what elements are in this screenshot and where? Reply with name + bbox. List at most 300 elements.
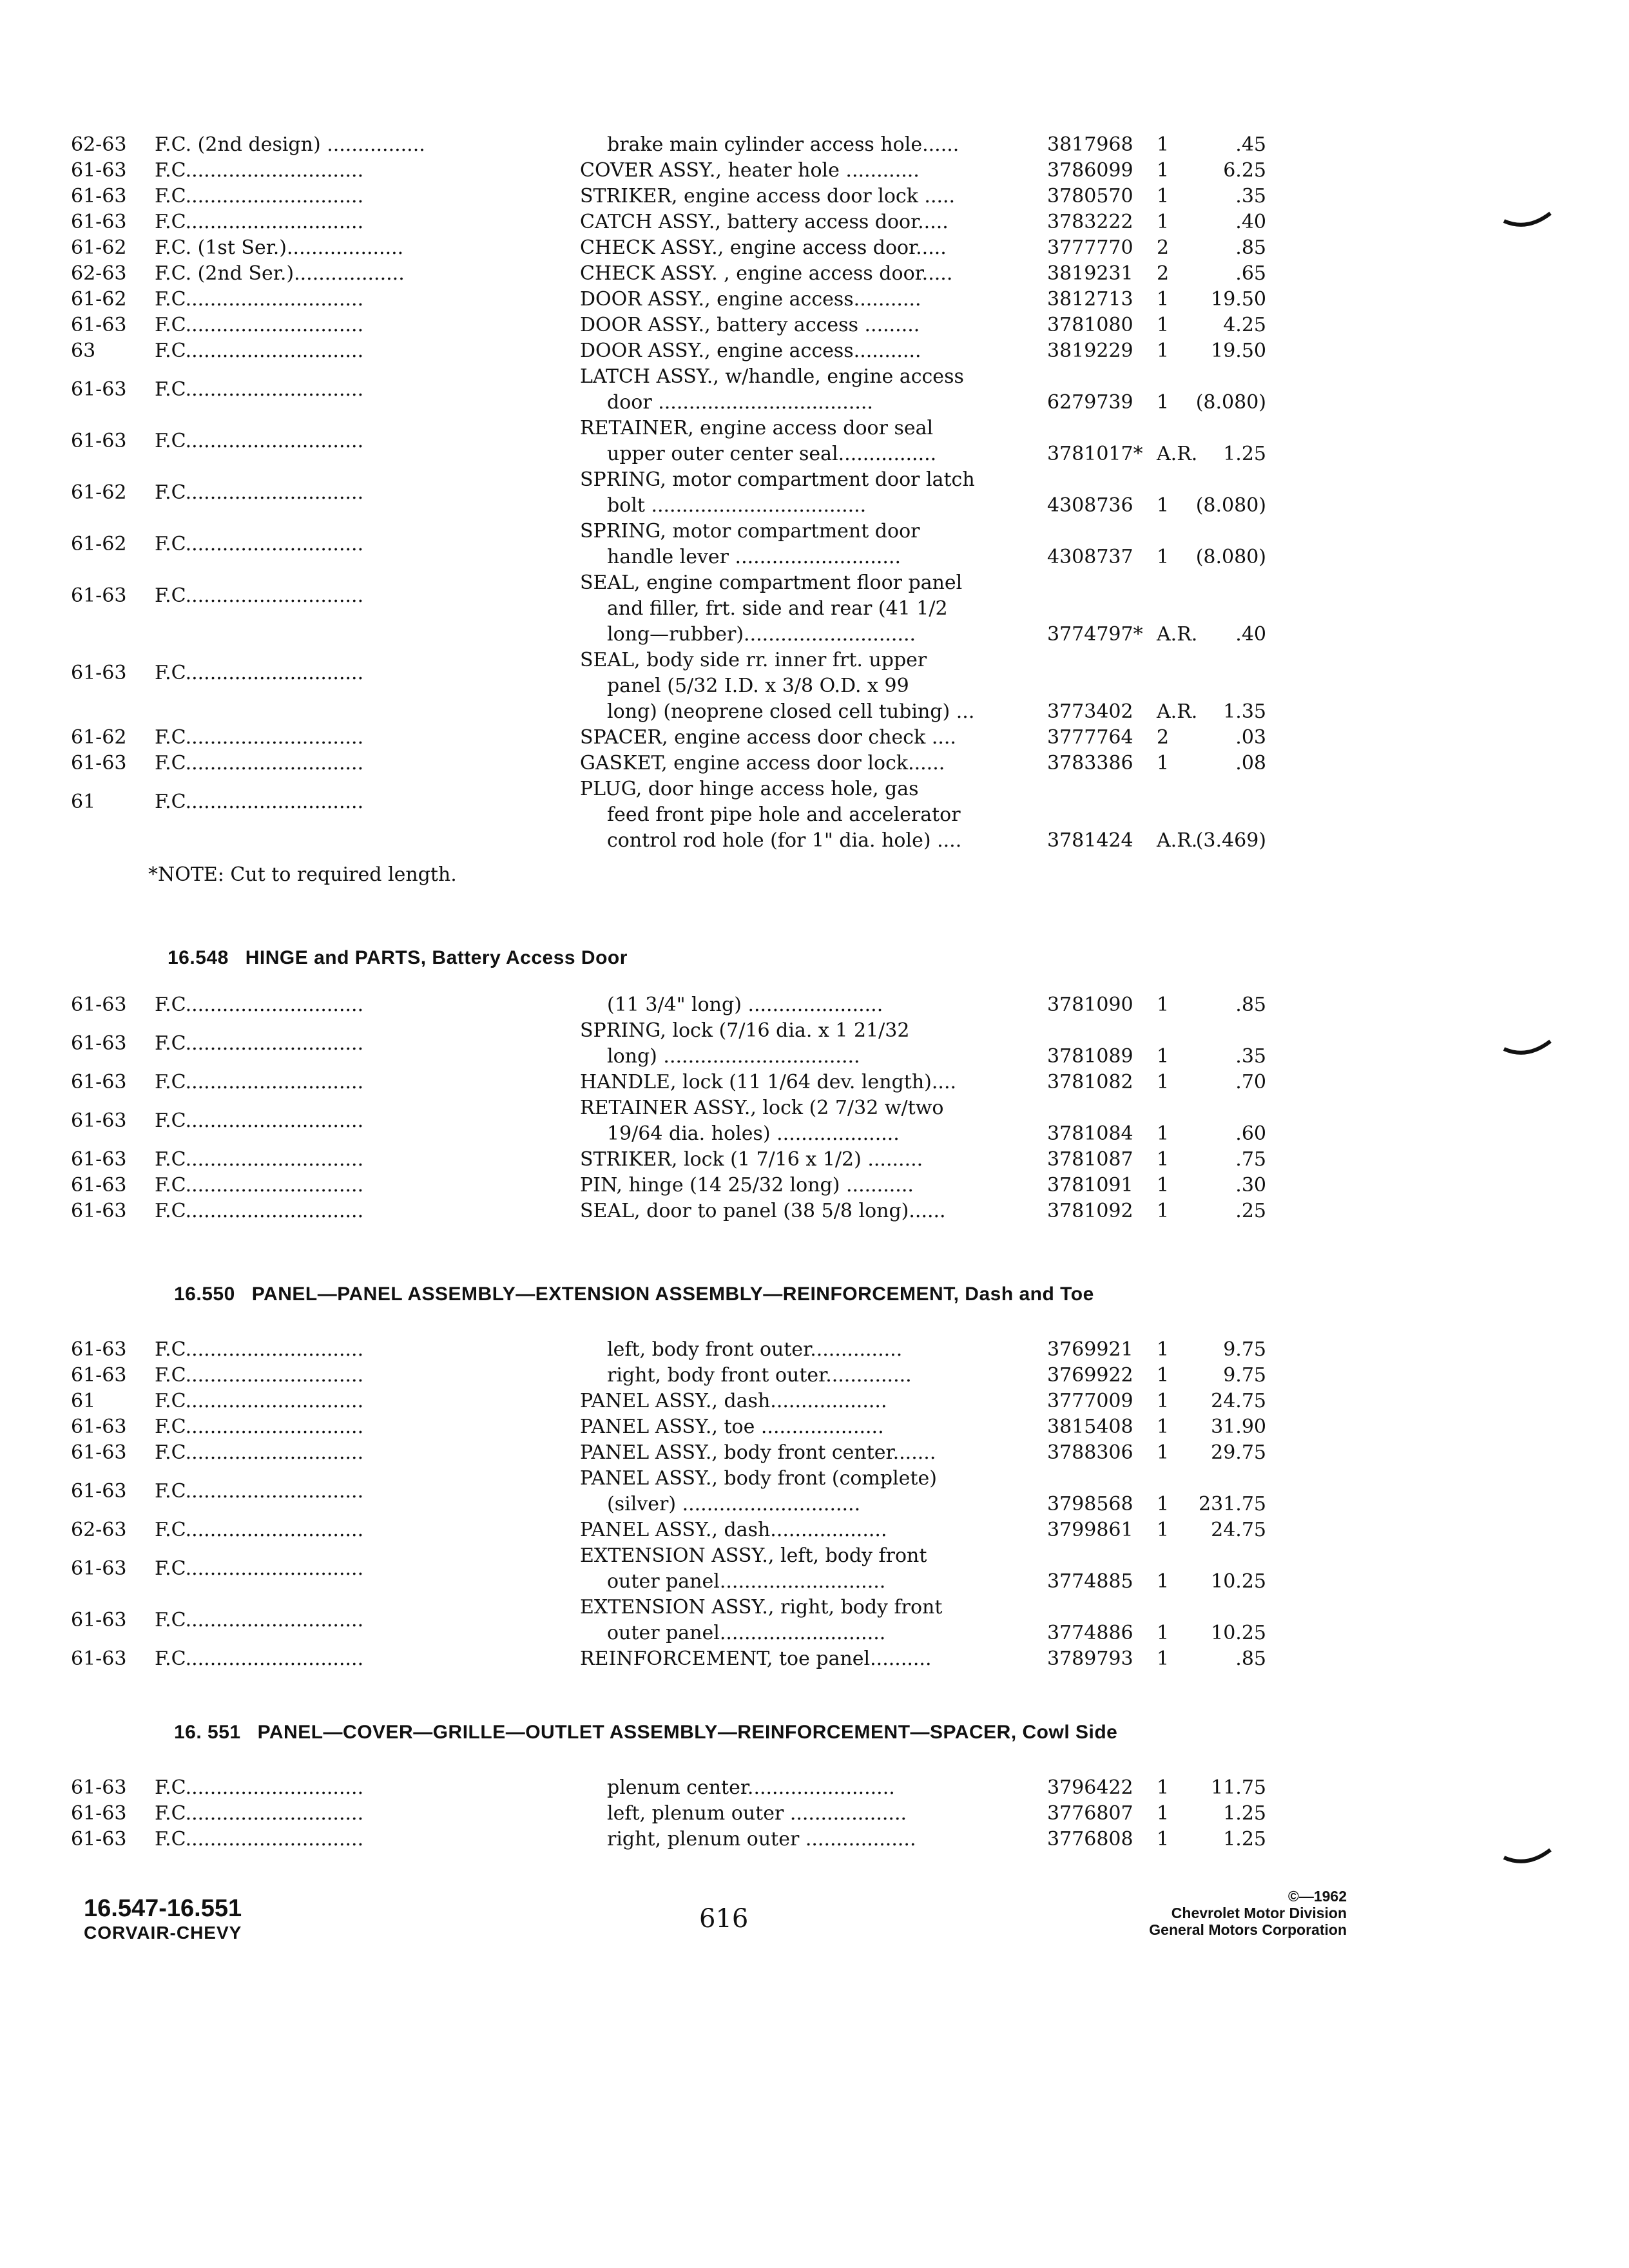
quantity: 2: [1157, 262, 1170, 285]
description-line: handle lever ...........................: [607, 546, 901, 568]
model-application: F.C.............................: [155, 430, 364, 452]
price: (8.080): [1195, 494, 1266, 517]
quantity: 1: [1157, 1828, 1170, 1850]
model-years: 61-62: [71, 533, 127, 555]
parts-row: [0, 1775, 1629, 1801]
description-line: SEAL, engine compartment floor panel: [580, 572, 963, 594]
part-description: [580, 1543, 1031, 1595]
quantity: A.R.: [1157, 700, 1198, 723]
model-application: F.C.............................: [155, 662, 364, 684]
part-description: [580, 1018, 1031, 1070]
description-line: SPRING, motor compartment door: [580, 520, 920, 543]
part-description: [580, 648, 1031, 725]
description-line: outer panel...........................: [607, 1622, 886, 1644]
part-number: 3781084: [1047, 1122, 1133, 1145]
description-line: RETAINER ASSY., lock (2 7/32 w/two: [580, 1097, 944, 1119]
quantity: 1: [1157, 1493, 1170, 1515]
model-application: F.C.............................: [155, 1364, 364, 1387]
part-description: [580, 1466, 1031, 1517]
model-application: F.C.............................: [155, 1776, 364, 1799]
description-line: EXTENSION ASSY., left, body front: [580, 1544, 927, 1567]
price: 29.75: [1211, 1441, 1266, 1464]
model-application: F.C.............................: [155, 159, 364, 182]
price: (3.469): [1195, 829, 1266, 852]
part-number: 3781092: [1047, 1200, 1133, 1222]
price: 4.25: [1223, 314, 1266, 336]
description-line: control rod hole (for 1" dia. hole) ....: [607, 829, 962, 852]
model-years: 61-63: [71, 1071, 127, 1093]
quantity: 1: [1157, 546, 1170, 568]
quantity: 1: [1157, 1519, 1170, 1541]
model-application: F.C.............................: [155, 1648, 364, 1670]
price: 10.25: [1211, 1622, 1266, 1644]
parts-row: [0, 648, 1629, 725]
model-application: F.C.............................: [155, 1071, 364, 1093]
model-years: 61-63: [71, 1200, 127, 1222]
part-number: 3776807: [1047, 1802, 1133, 1825]
quantity: 2: [1157, 236, 1170, 259]
model-application: F.C.............................: [155, 340, 364, 362]
model-years: 62-63: [71, 133, 127, 156]
model-application: F.C.............................: [155, 1609, 364, 1631]
model-years: 61-63: [71, 1557, 127, 1580]
description-line: long) ................................: [607, 1045, 860, 1068]
model-application: F.C.............................: [155, 288, 364, 311]
quantity: 1: [1157, 1570, 1170, 1593]
model-application: F.C.............................: [155, 533, 364, 555]
model-years: 61-62: [71, 288, 127, 311]
model-years: 61-63: [71, 1480, 127, 1503]
quantity: 1: [1157, 1364, 1170, 1387]
quantity: 1: [1157, 159, 1170, 182]
part-number: 3789793: [1047, 1648, 1133, 1670]
section-number: 16.548: [168, 947, 229, 968]
part-description: [580, 1646, 1031, 1672]
description-line: plenum center........................: [607, 1776, 895, 1799]
page-number: 616: [699, 1904, 749, 1934]
part-description: [580, 1801, 1031, 1827]
description-line: REINFORCEMENT, toe panel..........: [580, 1648, 932, 1670]
parts-row: [0, 261, 1629, 287]
quantity: 1: [1157, 1441, 1170, 1464]
model-years: 61-63: [71, 378, 127, 401]
quantity: 1: [1157, 752, 1170, 774]
price: (8.080): [1195, 391, 1266, 414]
quantity: 1: [1157, 1122, 1170, 1145]
part-number: 3776808: [1047, 1828, 1133, 1850]
parts-row: [0, 1173, 1629, 1198]
parts-row: [0, 1363, 1629, 1389]
part-description: [580, 1173, 1031, 1198]
model-application: F.C.............................: [155, 1390, 364, 1412]
description-line: (silver) .............................: [607, 1493, 861, 1515]
model-years: 61-63: [71, 1828, 127, 1850]
parts-row: [0, 287, 1629, 312]
part-number: 3777764: [1047, 726, 1133, 749]
quantity: 1: [1157, 391, 1170, 414]
price: 9.75: [1223, 1338, 1266, 1361]
price: .85: [1235, 994, 1266, 1016]
part-description: [580, 1827, 1031, 1852]
model-years: 61-63: [71, 159, 127, 182]
parts-row: [0, 1018, 1629, 1070]
price: .25: [1235, 1200, 1266, 1222]
model-years: 61-63: [71, 662, 127, 684]
part-number: 3786099: [1047, 159, 1133, 182]
description-line: door ...................................: [607, 391, 873, 414]
part-number: 3819231: [1047, 262, 1133, 285]
part-description: [580, 1070, 1031, 1095]
description-line: bolt ...................................: [607, 494, 867, 517]
part-number: 3796422: [1047, 1776, 1133, 1799]
description-line: PANEL ASSY., dash...................: [580, 1519, 887, 1541]
model-application: F.C.............................: [155, 791, 364, 813]
model-application: F.C.............................: [155, 994, 364, 1016]
parts-row: [0, 992, 1629, 1018]
part-number: 3777770: [1047, 236, 1133, 259]
model-application: F.C. (1st Ser.)...................: [155, 236, 404, 259]
part-number: 3783386: [1047, 752, 1133, 774]
part-description: [580, 725, 1031, 751]
section-number: 16. 551: [174, 1722, 241, 1743]
section-number: 16.550: [174, 1283, 235, 1305]
part-description: [580, 364, 1031, 416]
parts-row: [0, 1070, 1629, 1095]
section-title: HINGE and PARTS, Battery Access Door: [245, 947, 628, 968]
model-years: 62-63: [71, 1519, 127, 1541]
quantity: 1: [1157, 1071, 1170, 1093]
model-application: F.C.............................: [155, 1557, 364, 1580]
price: 6.25: [1223, 159, 1266, 182]
parts-row: [0, 1827, 1629, 1852]
quantity: 2: [1157, 726, 1170, 749]
part-number: 3780570: [1047, 185, 1133, 207]
part-description: [580, 467, 1031, 519]
part-number: 3798568: [1047, 1493, 1133, 1515]
description-line: EXTENSION ASSY., right, body front: [580, 1596, 943, 1619]
model-application: F.C.............................: [155, 314, 364, 336]
part-description: [580, 751, 1031, 776]
quantity: 1: [1157, 1622, 1170, 1644]
part-description: [580, 1337, 1031, 1363]
description-line: GASKET, engine access door lock......: [580, 752, 945, 774]
model-years: 61-62: [71, 726, 127, 749]
model-application: F.C. (2nd design) ................: [155, 133, 425, 156]
part-description: [580, 416, 1031, 467]
part-number: 3774885: [1047, 1570, 1133, 1593]
parts-row: [0, 1466, 1629, 1517]
quantity: 1: [1157, 133, 1170, 156]
parts-row: [0, 570, 1629, 648]
quantity: A.R.: [1157, 623, 1198, 646]
description-line: and filler, frt. side and rear (41 1/2: [607, 597, 948, 620]
model-years: 61-63: [71, 211, 127, 233]
model-application: F.C.............................: [155, 1338, 364, 1361]
part-number: 3781090: [1047, 994, 1133, 1016]
part-number: 3781424: [1047, 829, 1133, 852]
part-number: 3781080: [1047, 314, 1133, 336]
model-application: F.C.............................: [155, 1519, 364, 1541]
part-description: [580, 992, 1031, 1018]
description-line: (11 3/4" long) ......................: [607, 994, 883, 1016]
model-years: 61-63: [71, 185, 127, 207]
quantity: A.R.: [1157, 829, 1198, 852]
part-number: 3769922: [1047, 1364, 1133, 1387]
model-years: 61-63: [71, 314, 127, 336]
parts-row: [0, 1517, 1629, 1543]
binding-tick-mark: [1501, 1037, 1553, 1063]
price: .85: [1235, 1648, 1266, 1670]
description-line: SPRING, motor compartment door latch: [580, 468, 975, 491]
description-line: HANDLE, lock (11 1/64 dev. length)....: [580, 1071, 957, 1093]
quantity: 1: [1157, 340, 1170, 362]
parts-row: [0, 467, 1629, 519]
description-line: long) (neoprene closed cell tubing) ...: [607, 700, 975, 723]
parts-row: [0, 1198, 1629, 1224]
part-number: 3817968: [1047, 133, 1133, 156]
part-description: [580, 184, 1031, 209]
part-number: 3781091: [1047, 1174, 1133, 1196]
model-years: 61-63: [71, 1648, 127, 1670]
model-application: F.C.............................: [155, 584, 364, 607]
parts-row: [0, 1095, 1629, 1147]
section-heading-16-551: [174, 1722, 1117, 1744]
description-line: STRIKER, lock (1 7/16 x 1/2) .........: [580, 1148, 923, 1171]
price: 24.75: [1211, 1519, 1266, 1541]
model-application: F.C.............................: [155, 1174, 364, 1196]
model-line: CORVAIR-CHEVY: [84, 1923, 242, 1943]
part-number: 3788306: [1047, 1441, 1133, 1464]
section-title: PANEL—PANEL ASSEMBLY—EXTENSION ASSEMBLY—REINFORCEMENT, Dash and Toe: [251, 1283, 1094, 1305]
part-description: [580, 338, 1031, 364]
part-number: 3812713: [1047, 288, 1133, 311]
quantity: A.R.: [1157, 443, 1198, 465]
description-line: DOOR ASSY., battery access .........: [580, 314, 920, 336]
model-application: F.C.............................: [155, 1148, 364, 1171]
part-description: [580, 1517, 1031, 1543]
model-years: 61-63: [71, 1802, 127, 1825]
part-number: 3815408: [1047, 1416, 1133, 1438]
parts-row: [0, 1543, 1629, 1595]
model-application: F.C.............................: [155, 1828, 364, 1850]
price: .65: [1235, 262, 1266, 285]
price: .08: [1235, 752, 1266, 774]
part-number: 3781087: [1047, 1148, 1133, 1171]
quantity: 1: [1157, 1648, 1170, 1670]
description-line: DOOR ASSY., engine access...........: [580, 340, 921, 362]
description-line: right, plenum outer ..................: [607, 1828, 916, 1850]
parts-row: [0, 184, 1629, 209]
price: .85: [1235, 236, 1266, 259]
parts-row: [0, 519, 1629, 570]
quantity: 1: [1157, 1338, 1170, 1361]
price: .75: [1235, 1148, 1266, 1171]
corporation: General Motors Corporation: [1149, 1921, 1347, 1938]
model-years: 61: [71, 1390, 96, 1412]
parts-row: [0, 235, 1629, 261]
description-line: 19/64 dia. holes) ....................: [607, 1122, 900, 1145]
part-description: [580, 132, 1031, 158]
description-line: CATCH ASSY., battery access door.....: [580, 211, 949, 233]
part-description: [580, 1198, 1031, 1224]
part-number: 4308737: [1047, 546, 1133, 568]
description-line: left, body front outer...............: [607, 1338, 903, 1361]
parts-row: [0, 1389, 1629, 1414]
parts-row: [0, 338, 1629, 364]
model-years: 63: [71, 340, 96, 362]
model-years: 61-63: [71, 1609, 127, 1631]
part-number: 3799861: [1047, 1519, 1133, 1541]
price: .30: [1235, 1174, 1266, 1196]
model-years: 61-63: [71, 430, 127, 452]
parts-row: [0, 158, 1629, 184]
part-number: 3774886: [1047, 1622, 1133, 1644]
price: .40: [1235, 623, 1266, 646]
part-description: [580, 1389, 1031, 1414]
quantity: 1: [1157, 1802, 1170, 1825]
part-number: 3777009: [1047, 1390, 1133, 1412]
quantity: 1: [1157, 314, 1170, 336]
price: (8.080): [1195, 546, 1266, 568]
part-description: [580, 209, 1031, 235]
description-line: LATCH ASSY., w/handle, engine access: [580, 365, 964, 388]
section-heading-16-548: [168, 947, 628, 969]
copyright: ©—1962: [1287, 1888, 1347, 1905]
part-number: 3769921: [1047, 1338, 1133, 1361]
model-application: F.C.............................: [155, 1441, 364, 1464]
price: .40: [1235, 211, 1266, 233]
model-years: 61-63: [71, 1174, 127, 1196]
price: 19.50: [1211, 288, 1266, 311]
model-years: 61-62: [71, 236, 127, 259]
description-line: long—rubber)............................: [607, 623, 916, 646]
price: .60: [1235, 1122, 1266, 1145]
parts-row: [0, 209, 1629, 235]
model-application: F.C.............................: [155, 1802, 364, 1825]
model-years: 61-63: [71, 1416, 127, 1438]
part-number: 3781017*: [1047, 443, 1143, 465]
description-line: SEAL, body side rr. inner frt. upper: [580, 649, 927, 671]
price: .45: [1235, 133, 1266, 156]
section-heading-16-550: [174, 1283, 1094, 1305]
parts-row: [0, 364, 1629, 416]
price: 1.25: [1223, 1802, 1266, 1825]
model-application: F.C.............................: [155, 481, 364, 504]
part-number: 3773402: [1047, 700, 1133, 723]
quantity: 1: [1157, 1390, 1170, 1412]
part-number: 3819229: [1047, 340, 1133, 362]
part-description: [580, 1595, 1031, 1646]
description-line: PIN, hinge (14 25/32 long) ...........: [580, 1174, 914, 1196]
model-years: 61-63: [71, 752, 127, 774]
description-line: SEAL, door to panel (38 5/8 long)......: [580, 1200, 946, 1222]
model-years: 61-63: [71, 584, 127, 607]
model-application: F.C.............................: [155, 1110, 364, 1132]
description-line: left, plenum outer ...................: [607, 1802, 907, 1825]
parts-row: [0, 1646, 1629, 1672]
model-application: F.C.............................: [155, 211, 364, 233]
part-number: 3781089: [1047, 1045, 1133, 1068]
part-description: [580, 1363, 1031, 1389]
section-title: PANEL—COVER—GRILLE—OUTLET ASSEMBLY—REINFORCEMENT—SPACER, Cowl Side: [257, 1722, 1118, 1743]
description-line: SPRING, lock (7/16 dia. x 1 21/32: [580, 1019, 910, 1042]
footer-section-range: [84, 1894, 242, 1943]
model-application: F.C.............................: [155, 1200, 364, 1222]
part-description: [580, 261, 1031, 287]
price: .35: [1235, 185, 1266, 207]
part-description: [580, 776, 1031, 854]
part-description: [580, 519, 1031, 570]
description-line: right, body front outer..............: [607, 1364, 912, 1387]
parts-row: [0, 1440, 1629, 1466]
price: 1.35: [1223, 700, 1266, 723]
quantity: 1: [1157, 494, 1170, 517]
model-years: 61-63: [71, 994, 127, 1016]
model-application: F.C.............................: [155, 726, 364, 749]
model-application: F.C.............................: [155, 752, 364, 774]
description-line: feed front pipe hole and accelerator: [607, 803, 961, 826]
part-number: 4308736: [1047, 494, 1133, 517]
model-application: F.C.............................: [155, 1032, 364, 1055]
model-years: 61-63: [71, 1338, 127, 1361]
part-description: [580, 287, 1031, 312]
binding-tick-mark: [1501, 1846, 1553, 1872]
part-description: [580, 158, 1031, 184]
price: 1.25: [1223, 443, 1266, 465]
description-line: PLUG, door hinge access hole, gas: [580, 778, 919, 800]
part-description: [580, 570, 1031, 648]
price: .70: [1235, 1071, 1266, 1093]
price: 10.25: [1211, 1570, 1266, 1593]
model-years: 61-62: [71, 481, 127, 504]
model-years: 61-63: [71, 1032, 127, 1055]
price: 31.90: [1211, 1416, 1266, 1438]
quantity: 1: [1157, 994, 1170, 1016]
footer-publisher: [1089, 1888, 1347, 1938]
part-description: [580, 1095, 1031, 1147]
price: 9.75: [1223, 1364, 1266, 1387]
price: 1.25: [1223, 1828, 1266, 1850]
part-number: 3783222: [1047, 211, 1133, 233]
model-years: 61-63: [71, 1441, 127, 1464]
model-years: 62-63: [71, 262, 127, 285]
parts-row: [0, 1595, 1629, 1646]
binding-tick-mark: [1501, 209, 1553, 235]
model-years: 61-63: [71, 1776, 127, 1799]
description-line: brake main cylinder access hole......: [607, 133, 959, 156]
price: .03: [1235, 726, 1266, 749]
parts-row: [0, 312, 1629, 338]
description-line: panel (5/32 I.D. x 3/8 O.D. x 99: [607, 675, 909, 697]
parts-row: [0, 1801, 1629, 1827]
quantity: 1: [1157, 1200, 1170, 1222]
description-line: DOOR ASSY., engine access...........: [580, 288, 921, 311]
quantity: 1: [1157, 185, 1170, 207]
description-line: PANEL ASSY., body front center.......: [580, 1441, 936, 1464]
price: 24.75: [1211, 1390, 1266, 1412]
part-number: 3774797*: [1047, 623, 1143, 646]
parts-row: [0, 725, 1629, 751]
description-line: STRIKER, engine access door lock .....: [580, 185, 956, 207]
quantity: 1: [1157, 288, 1170, 311]
part-description: [580, 1775, 1031, 1801]
division: Chevrolet Motor Division: [1171, 1905, 1347, 1921]
quantity: 1: [1157, 1416, 1170, 1438]
description-line: PANEL ASSY., dash...................: [580, 1390, 887, 1412]
description-line: upper outer center seal................: [607, 443, 937, 465]
part-number: 6279739: [1047, 391, 1133, 414]
description-line: CHECK ASSY., engine access door.....: [580, 236, 947, 259]
